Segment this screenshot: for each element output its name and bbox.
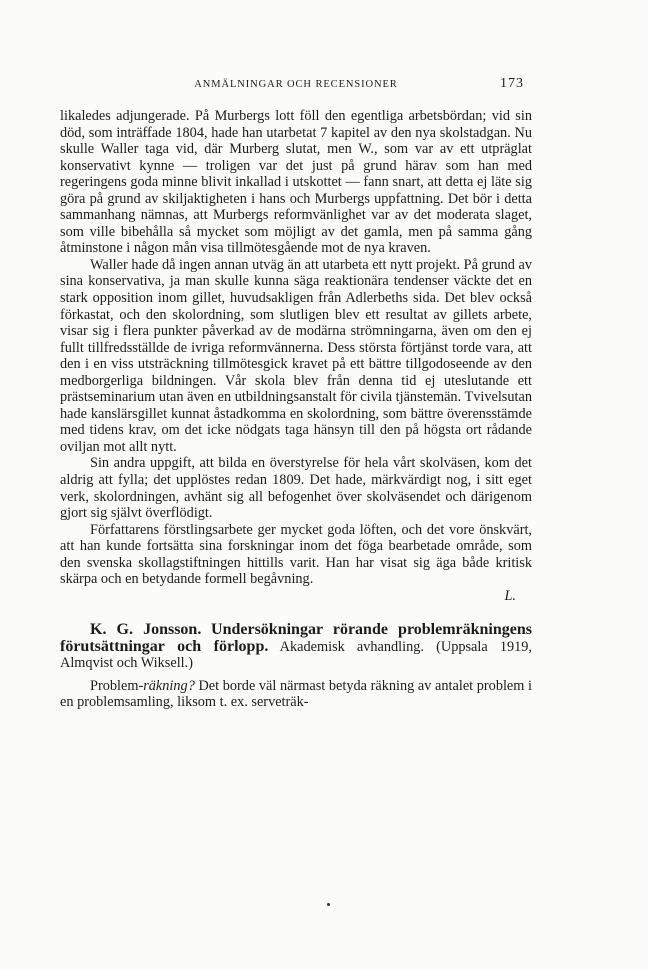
review-italic-term: räkning?	[143, 677, 195, 694]
review-body-rest: Det borde väl närmast betyda räkning av antalet problem i en problemsamling, liksom t. ex. serveträk-	[60, 677, 532, 711]
review-body-start: Problem-	[90, 677, 144, 694]
body-text	[60, 108, 532, 711]
review-body	[60, 678, 532, 711]
paragraph-4: Författarens förstlingsarbete ger mycket goda löften, och det vore önskvärt, att han kunde fortsätta sina forskningar inom det föga bearbetade område, som den svenska skollagstiftningen hittills varit. Han har visat sig äga både kritisk skärpa och en betydande formell begåvning.	[60, 521, 532, 588]
review-publication-details: Akademisk avhandling. (Uppsala 1919, Almqvist och Wiksell.)	[60, 638, 532, 672]
review-author: K. G. Jonsson.	[90, 621, 202, 639]
running-header: ANMÄLNINGAR OCH RECENSIONER	[194, 79, 398, 90]
paragraph-1: likaledes adjungerade. På Murbergs lott föll den egentliga arbetsbördan; vid sin död, som inträffade 1804, hade han utarbetat 7 kapitel av den nya skolstadgan. Nu skulle Waller taga vid, där Murberg slutat, men W., som var av ett utpräglat konservativt kynne — troligen var det just på grund härav som han med regeringens goda minne blivit inkallad i utskottet — fann snart, att detta ej läte sig göra på grund av skiljaktigheten i hans och Murbergs uppfattning. Det bör i detta sammanhang nämnas, att Murbergs reformvänlighet var av det moderata slaget, som ville bibehålla så mycket som möjligt av det gamla, men på samma gång åtminstone i någon mån visa tillmötesgående mot de nya kraven.	[60, 108, 532, 257]
reviewer-signature: L.	[504, 587, 516, 604]
page-number: 173	[500, 76, 524, 91]
paragraph-3: Sin andra uppgift, att bilda en överstyrelse för hela vårt skolväsen, kom det aldrig att fylla; det upplöstes redan 1809. Det hade, märkvärdigt nog, i sitt eget verk, skolordningen, avhänt sig all befogenhet över skolväsendet och därigenom gjort sig självt överflödigt.	[60, 455, 532, 522]
page-speck	[327, 903, 330, 906]
review-title: Undersökningar rörande problemräkningens förutsättningar och förlopp.	[60, 621, 532, 655]
review-heading	[60, 622, 532, 672]
paragraph-2: Waller hade då ingen annan utväg än att utarbeta ett nytt projekt. På grund av sina konservativa, ja man skulle kunna säga reaktionära tendenser väckte det en stark opposition inom gillet, huvudsakligen från Adlerbeths sida. Det blev också förkastat, och den skolordning, som slutligen blev ett resultat av gillets arbete, visar sig i flera punkter påverkad av de modärna strömningarna, även om den ej fullt tillfredsställde de ivriga reformvännerna. Dess största förtjänst torde vara, att den i en viss utsträckning tillmötesgick kravet på ett bättre tillgodoseende av den medborgerliga bildningen. Vår skola blev från denna tid ej uteslutande ett prästseminarium utan även en utbildningsanstalt för civila tjänstemän. Tvivelsutan hade kanslärsgillet kunnat åstadkomma en skolordning, som bättre överensstämde med tidens krav, om det icke nödgats taga hänsyn till den på högsta ort rådande oviljan mot allt nytt.	[60, 256, 532, 455]
